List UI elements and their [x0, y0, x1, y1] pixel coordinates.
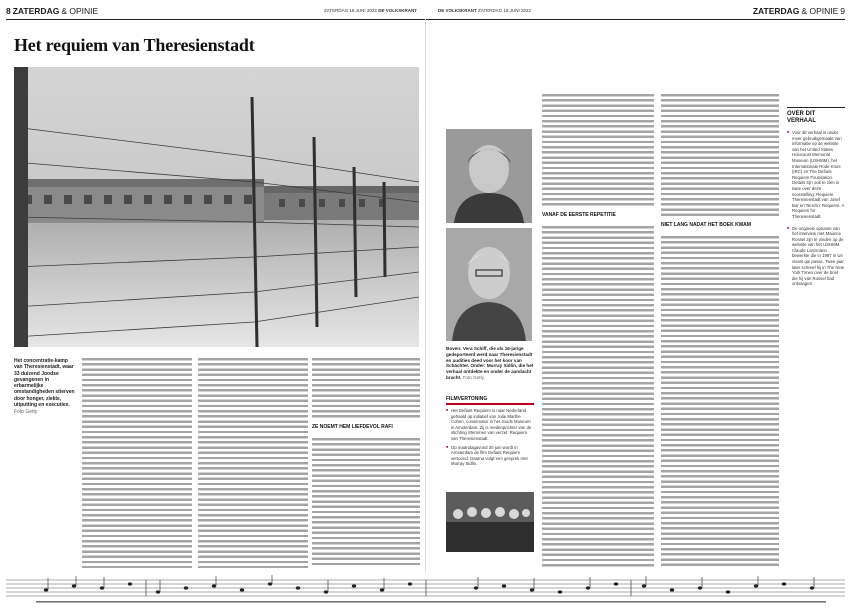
- body-column-4b: [542, 226, 654, 568]
- music-score-strip: [6, 574, 845, 608]
- body-column-5b: [661, 236, 779, 568]
- body-column-5a: [661, 94, 779, 216]
- body-column-2: [198, 358, 308, 568]
- subheading-first-rehearsal: VANAF DE EERSTE REPETITIE: [542, 212, 616, 218]
- left-page-number: 8: [6, 6, 11, 16]
- subheading-book: NIET LANG NADAT HET BOEK KWAM: [661, 222, 751, 228]
- left-section-name: ZATERDAG: [12, 6, 60, 16]
- right-paper-name: DE VOLKSKRANT: [438, 8, 477, 13]
- left-date: ZATERDAG 18 JUNI 2022: [324, 8, 377, 13]
- portrait-credit: Foto Getty: [462, 374, 485, 380]
- body-column-1: [82, 358, 192, 568]
- article-headline: Het requiem van Theresienstadt: [14, 35, 255, 55]
- film-heading: FILMVERTONING: [446, 396, 488, 402]
- right-date: ZATERDAG 18 JUNI 2022: [478, 8, 531, 13]
- camp-photo: [14, 67, 419, 347]
- portrait-murray-sidlin: [446, 228, 532, 341]
- sidebar-rule: [787, 107, 845, 108]
- film-item: ■ Het Defiant Requiem is naar Nederland gehaald op initiatief van Julie Marthe Cohen, conservator in het Joods Museum in Amsterdam. Zij is medeoprichter van de stichting Stemmen van verzet: Requiem van Theresienstadt.: [446, 408, 534, 442]
- film-item: ■ Op maandagavond 20 juni wordt in Amsterdam de film Defiant Requiem vertoond. Daarna volgt een gesprek met Murray Sidlin.: [446, 445, 534, 467]
- choir-photo: [446, 492, 534, 552]
- right-subsection-name: & OPINIE: [801, 6, 839, 16]
- portrait-caption-text: Boven: Vera Schiff, die als 16-jarige gedeporteerd werd naar Theresienstadt en audities deed voor het koor van Schächter. Onder: Murray Sidlin, die het verhaal ontdekte en onder de aandacht bracht.: [446, 346, 534, 380]
- film-info: [446, 408, 534, 470]
- sidebar-item: ■ De originele opname van het interview met Maurice Rossel zijn te vinden op de website van het USHMM. Claude Lanzmann bewerkte die in 1997 in Un vivant qui passe. Twee jaar later schreef hij in The New York Times over de brief die hij van Rossel had ontvangen.: [787, 226, 845, 288]
- left-page-date-line: [324, 8, 417, 13]
- left-subsection-name: & OPINIE: [61, 6, 99, 16]
- sidebar-heading: OVER DIT VERHAAL: [787, 111, 817, 124]
- photo-caption: [14, 358, 76, 416]
- film-rule: [446, 403, 534, 405]
- photo-caption-text: Het concentratie-kamp van Theresienstadt, waar 33 duizend Joodse gevangenen in erbarmelijke omstandigheden stierven door honger, ziekte, uitputting en executies.: [14, 358, 75, 409]
- right-section-name: ZATERDAG: [752, 6, 800, 16]
- right-page-running-head: [753, 4, 845, 18]
- photo-credit: Foto Getty: [14, 409, 38, 416]
- right-page-date-line: [438, 8, 531, 13]
- portrait-caption: [446, 346, 534, 381]
- right-page-number: 9: [840, 6, 845, 16]
- sidebar-item: ■ Voor dit verhaal is onder meer gebruikgemaakt van informatie op de website van het United States Holocaust Memorial Museum (USHMM), het Internationale Rode Kruis (IRC) en The Defiant Requiem Foundation. Details zijn ook te zien in twee over deze voorstelling: Requiem Theresienstadt van Josef Bor en Terezin: Requiem. A Requiem for Theresienstadt.: [787, 130, 845, 220]
- about-this-story-box: [787, 107, 845, 293]
- body-column-4a: [542, 94, 654, 208]
- left-page-running-head: [6, 4, 98, 18]
- subheading-rafi: ZE NOEMT HEM LIEFDEVOL RAFI: [312, 424, 393, 430]
- portrait-vera-schiff: [446, 129, 532, 223]
- body-column-3a: [312, 358, 420, 420]
- left-paper-name: DE VOLKSKRANT: [378, 8, 417, 13]
- page-gutter: [425, 19, 426, 572]
- body-column-3b: [312, 438, 420, 568]
